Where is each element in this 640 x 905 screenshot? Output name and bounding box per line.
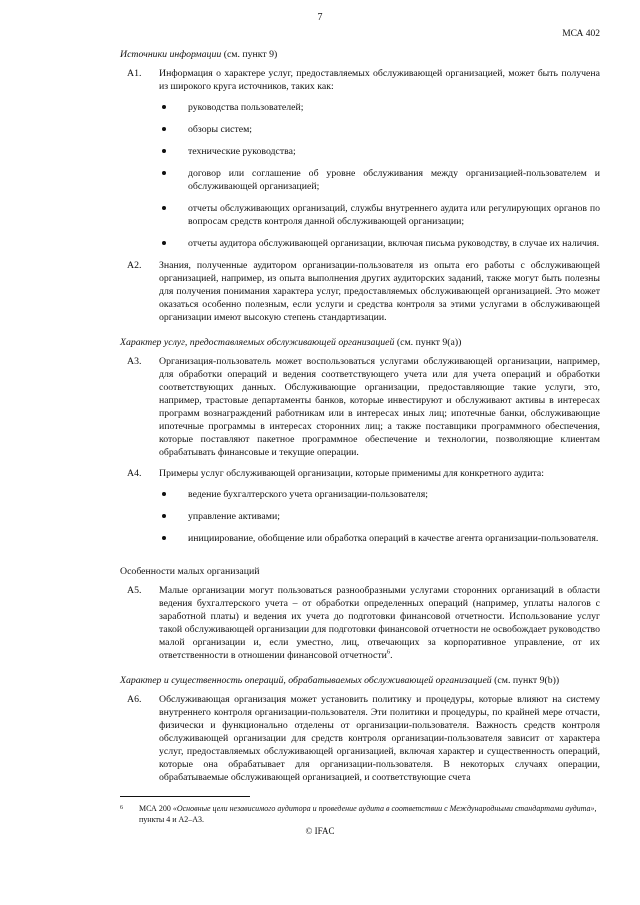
bullet-icon — [162, 105, 166, 109]
paragraph-label: A1. — [127, 68, 142, 79]
bullet-icon — [162, 149, 166, 153]
copyright-notice: © IFAC — [305, 826, 335, 836]
paragraph-text: Организация-пользователь может воспользоваться услугами обслуживающей организации, например, для обработки операций и ведения соответствующего учета или для учета операций и обработки соответствующих данных. Обслуживающие организации, предоставляющие такие услуги, это, например, трастовые департаменты банков, которые инвестируют и обслуживают активы в интересах программ вознаграждений работникам или в интересах иных лиц; ипотечные банки, обслуживающие ипотечные программы в интересах сторонних лиц; а также поставщики программного обеспечения, которые поставляют пакетное программное обеспечение и технологии, позволяющие клиентам обрабатывать финансовые и текущие операции. — [159, 356, 600, 458]
paragraph-label: A6. — [127, 694, 142, 705]
section-heading-materiality — [120, 674, 600, 687]
list-item-text: инициирование, обобщение или обработка операций в качестве агента организации-пользователя. — [188, 533, 599, 544]
heading-reference: (см. пункт 9(b)) — [491, 675, 560, 686]
bullet-icon — [162, 492, 166, 496]
bullet-list-a4 — [120, 488, 600, 545]
heading-title: Источники информации — [120, 49, 222, 60]
footnote-number: 6 — [120, 805, 123, 811]
paragraph-text: Информация о характере услуг, предоставляемых обслуживающей организацией, может быть получена из широкого круга источников, таких как: — [159, 68, 600, 92]
paragraph-label: A3. — [127, 356, 142, 367]
paragraph-text: Примеры услуг обслуживающей организации, которые применимы для конкретного аудита: — [159, 468, 544, 479]
footnote-body — [120, 803, 600, 825]
list-item — [120, 101, 600, 114]
heading-title: Характер и существенность операций, обрабатываемых обслуживающей организацией — [120, 675, 492, 686]
standard-code: МСА 402 — [562, 29, 600, 39]
list-item — [120, 123, 600, 136]
list-item-text: отчеты обслуживающих организаций, службы внутреннего аудита или регулирующих органов по вопросам средств контроля данной обслуживающей организации; — [188, 203, 600, 227]
list-item — [120, 202, 600, 228]
list-item-text: технические руководства; — [188, 146, 296, 157]
paragraph-label: A5. — [127, 585, 142, 596]
page-number: 7 — [317, 12, 323, 23]
footnote-citation: «Основные цели независимого аудитора и проведение аудита в соответствии с Международными стандартами аудита» — [172, 804, 595, 813]
list-item-text: ведение бухгалтерского учета организации-пользователя; — [188, 489, 428, 500]
bullet-icon — [162, 514, 166, 518]
paragraph-a5 — [120, 584, 600, 662]
list-item-text: руководства пользователей; — [188, 102, 304, 113]
list-item — [120, 145, 600, 158]
paragraph-a2 — [120, 259, 600, 324]
section-heading-nature-of-services — [120, 336, 600, 349]
paragraph-a3 — [120, 355, 600, 459]
bullet-icon — [162, 241, 166, 245]
paragraph-a4 — [120, 467, 600, 480]
footnote-lead: МСА 200 — [139, 804, 173, 813]
list-item-text: управление активами; — [188, 511, 280, 522]
bullet-list-a1 — [120, 101, 600, 250]
paragraph-text: Малые организации могут пользоваться разнообразными услугами сторонних организаций в области ведения бухгалтерского учета – от обработки определенных операций (например, уплаты налогов с заработной платы) и ведения их учета до подготовки финансовой отчетности. Использование услуг такой обслуживающей организации для подготовки финансовой отчетности не освобождает руководство малой организации и, если уместно, лиц, отвечающих за корпоративное управление, от их ответственности в отношении финансовой отчетности — [159, 585, 600, 661]
list-item-text: отчеты аудитора обслуживающей организации, включая письма руководству, в случае их наличия. — [188, 238, 600, 249]
heading-title: Характер услуг, предоставляемых обслуживающей организацией — [120, 337, 395, 348]
paragraph-text: Обслуживающая организация может установить политику и процедуры, которые влияют на систему внутреннего контроля организации-пользователя. Эти политики и процедуры, по крайней мере отчасти, физически и функционально отделены от организации-пользователя. Важность средств контроля обслуживающей организации для средств контроля организации-пользователя зависит от характера услуг, предоставляемых обслуживающей организацией, включая характер и существенность операций, которые она обрабатывает для организации-пользователя. В некоторых случаях операции, обрабатываемые обслуживающей организацией, и соответствующие счета — [159, 694, 600, 783]
paragraph-a6 — [120, 693, 600, 784]
paragraph-end: . — [390, 650, 393, 661]
bullet-icon — [162, 206, 166, 210]
paragraph-label: A2. — [127, 260, 142, 271]
main-content — [120, 48, 600, 792]
list-item — [120, 532, 600, 545]
footnote-reference[interactable]: 6 — [386, 648, 391, 656]
list-item — [120, 167, 600, 193]
paragraph-text: Знания, полученные аудитором организации-пользователя из опыта его работы с обслуживающей организацией, например, из опыта выполнения других аудиторских заданий, также могут быть полезны для получения понимания характера услуг, предоставляемых обслуживающей организацией. Это может оказаться особенно полезным, если услуги и средства контроля за этими услугами в обслуживающей организации имеют высокую степень стандартизации. — [159, 260, 600, 323]
footnote — [120, 796, 600, 825]
list-item-text: обзоры систем; — [188, 124, 253, 135]
section-heading-small-entities: Особенности малых организаций — [120, 566, 260, 577]
footnote-divider — [120, 796, 250, 797]
list-item — [120, 488, 600, 501]
bullet-icon — [162, 171, 166, 175]
heading-reference: (см. пункт 9) — [221, 49, 278, 60]
bullet-icon — [162, 536, 166, 540]
paragraph-a1 — [120, 67, 600, 93]
list-item-text: договор или соглашение об уровне обслуживания между организацией-пользователем и обслуживающей организацией; — [188, 168, 600, 192]
list-item — [120, 237, 600, 250]
heading-reference: (см. пункт 9(a)) — [394, 337, 462, 348]
list-item — [120, 510, 600, 523]
bullet-icon — [162, 127, 166, 131]
section-heading-sources — [120, 48, 600, 61]
footnote-tail: , пункты 4 и A2–A3. — [139, 804, 597, 824]
paragraph-label: A4. — [127, 468, 142, 479]
